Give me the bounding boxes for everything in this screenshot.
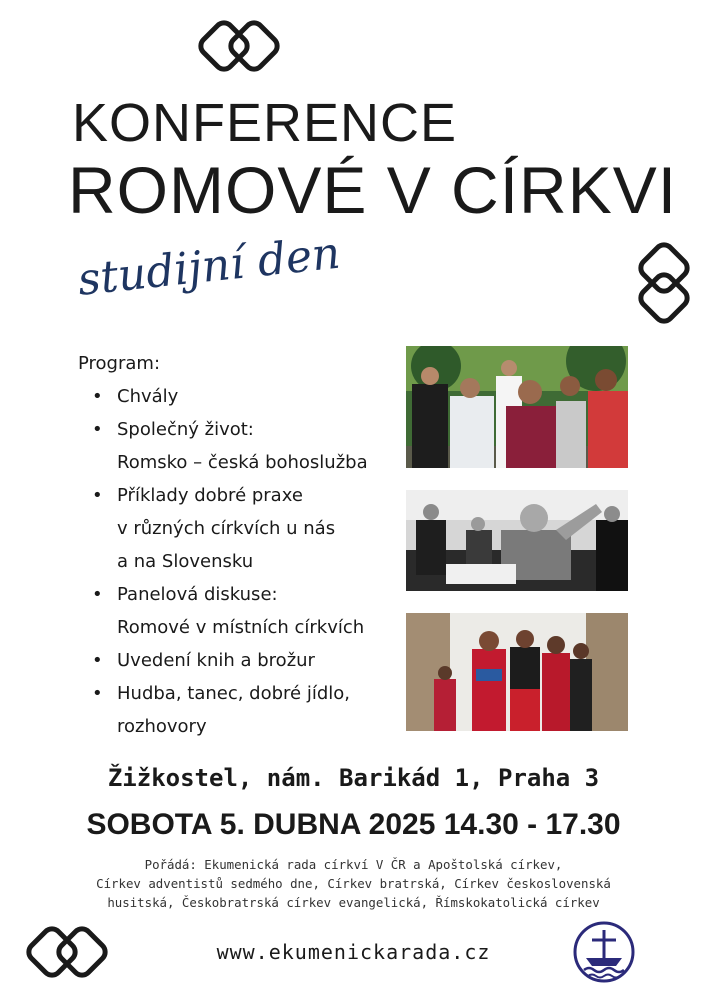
photo-worship-gathering: [406, 346, 628, 468]
subtitle-script: studijní den: [75, 227, 343, 306]
program-item-line: Romové v místních církvích: [117, 617, 365, 638]
organizers-line: Pořádá: Ekumenická rada církví V ČR a Apoštolská církev,: [144, 857, 563, 872]
program-item-line: • Hudba, tanec, dobré jídlo,: [117, 683, 351, 704]
program-item-line: v různých církvích u nás: [117, 518, 336, 539]
program-heading: Program:: [78, 353, 161, 374]
program-section: [78, 347, 398, 743]
title-line2: ROMOVÉ V CÍRKVI: [68, 153, 678, 227]
program-item: [78, 677, 398, 743]
program-item: [78, 578, 398, 644]
organizers: [0, 855, 707, 912]
program-item-line: • Chvály: [117, 386, 179, 407]
program-item-line: rozhovory: [117, 716, 207, 737]
program-item: [78, 413, 398, 479]
photo-speaker: [406, 490, 628, 591]
ecumenical-logo-icon: [572, 920, 636, 984]
website-link[interactable]: www.ekumenickarada.cz: [216, 940, 491, 964]
program-item-line: • Příklady dobré praxe: [117, 485, 303, 506]
organizers-line: husitská, Českobratrská církev evangelická, Římskokatolická církev: [107, 895, 600, 910]
photo-dancers: [406, 613, 628, 731]
program-item: [78, 380, 398, 413]
program-item-line: a na Slovensku: [117, 551, 254, 572]
program-item-line: • Panelová diskuse:: [117, 584, 278, 605]
event-date: SOBOTA 5. DUBNA 2025 14.30 - 17.30: [86, 808, 621, 841]
program-item-line: • Uvedení knih a brožur: [117, 650, 315, 671]
title-line1: KONFERENCE: [72, 93, 458, 153]
organizers-line: Církev adventistů sedmého dne, Církev bratrská, Církev československá: [96, 876, 611, 891]
program-item-line: Romsko – česká bohoslužba: [117, 452, 368, 473]
program-item-line: • Společný život:: [117, 419, 254, 440]
program-list: [78, 380, 398, 743]
venue: Žižkostel, nám. Barikád 1, Praha 3: [107, 764, 600, 792]
rings-icon: [632, 236, 696, 330]
program-item: [78, 644, 398, 677]
rings-icon: [192, 14, 286, 78]
program-item: [78, 479, 398, 578]
